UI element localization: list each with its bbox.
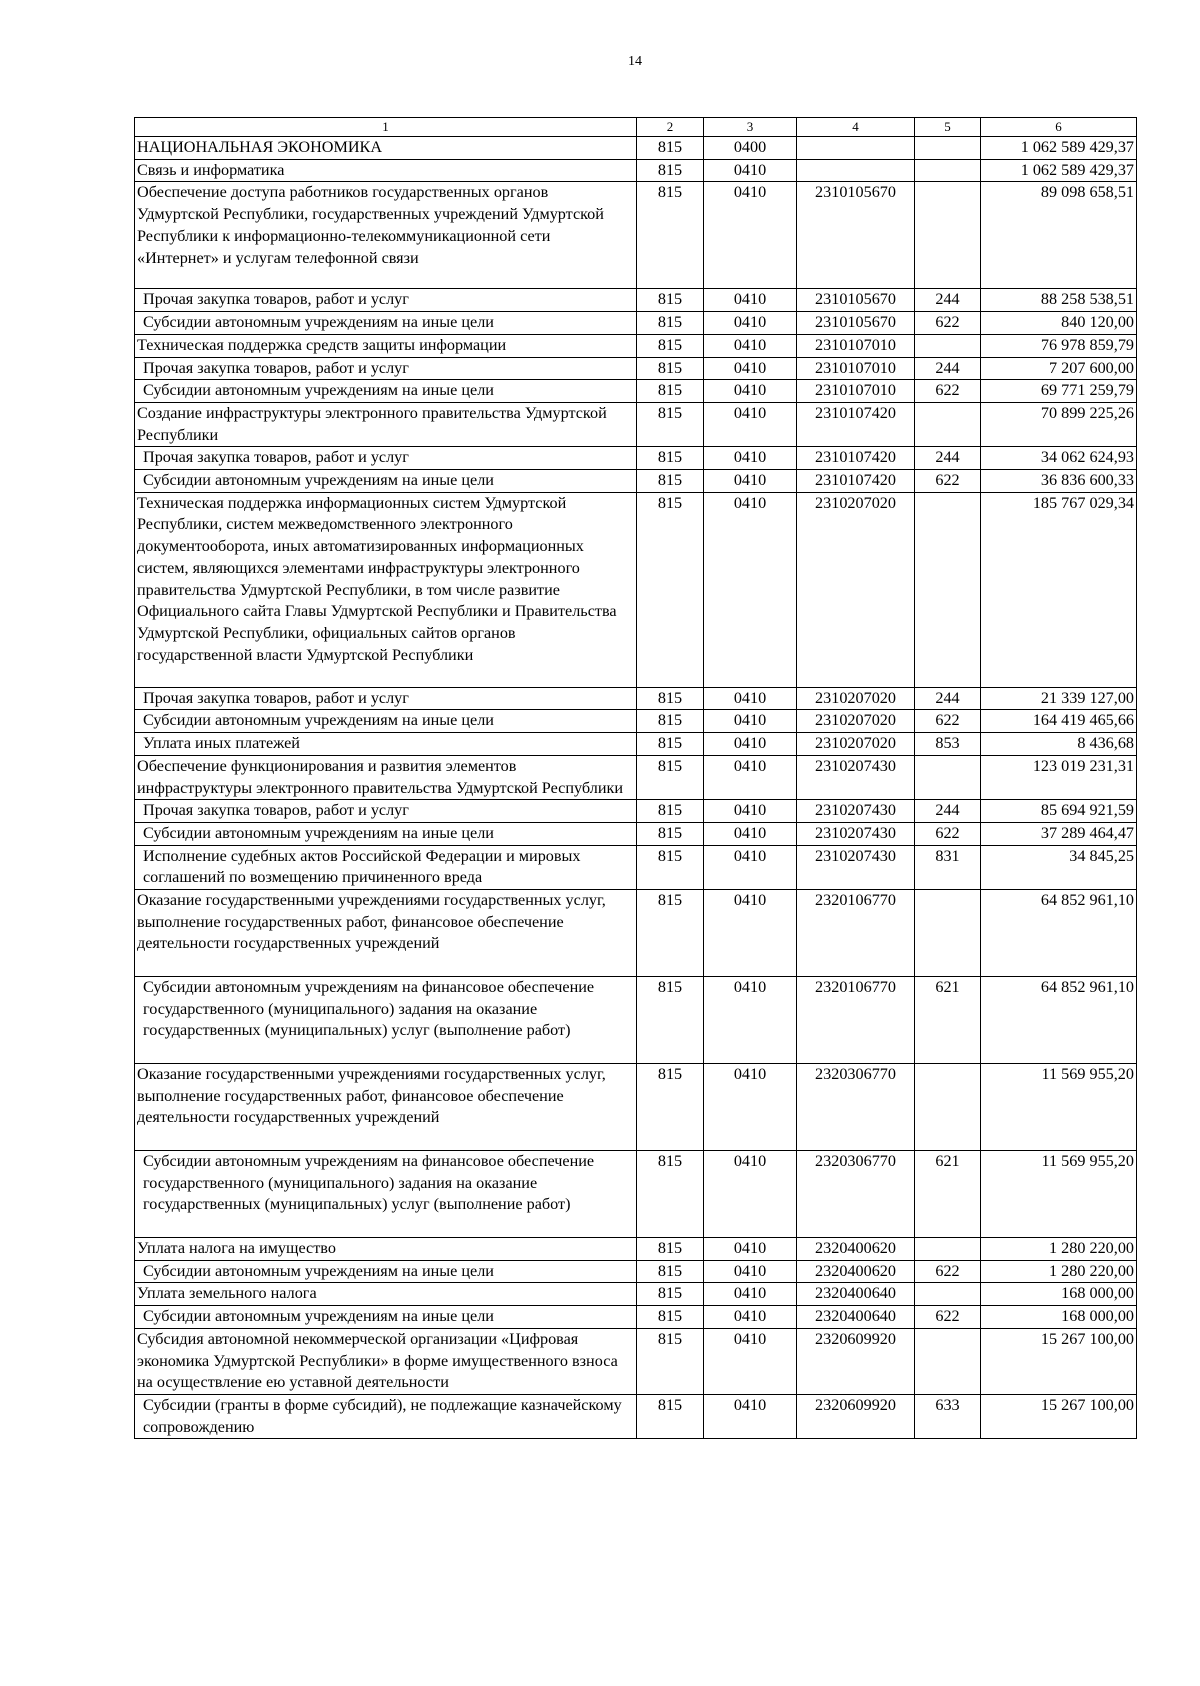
- row-column-3: 0410: [704, 159, 797, 182]
- row-amount: 85 694 921,59: [981, 800, 1137, 823]
- row-column-3: 0410: [704, 1328, 797, 1394]
- row-column-2: 815: [637, 159, 704, 182]
- row-column-5: 244: [915, 447, 981, 470]
- row-column-5: [915, 755, 981, 799]
- row-name: Создание инфраструктуры электронного правительства Удмуртской Республики: [135, 402, 637, 446]
- row-name: Субсидии автономным учреждениям на иные цели: [135, 380, 637, 403]
- row-column-4: 2310207020: [797, 733, 915, 756]
- table-row: [135, 822, 1137, 845]
- row-column-5: 622: [915, 470, 981, 493]
- row-column-4: 2310207020: [797, 492, 915, 687]
- row-column-2: 815: [637, 402, 704, 446]
- row-column-4: 2310207020: [797, 710, 915, 733]
- row-column-5: 244: [915, 800, 981, 823]
- row-name: Субсидии автономным учреждениям на иные цели: [135, 1260, 637, 1283]
- row-column-2: 815: [637, 890, 704, 977]
- row-column-5: [915, 1064, 981, 1151]
- row-name: Прочая закупка товаров, работ и услуг: [135, 289, 637, 312]
- row-column-3: 0410: [704, 845, 797, 889]
- row-name: Прочая закупка товаров, работ и услуг: [135, 800, 637, 823]
- row-column-4: 2320106770: [797, 977, 915, 1064]
- row-column-5: 244: [915, 289, 981, 312]
- table-row: [135, 492, 1137, 687]
- row-column-3: 0410: [704, 733, 797, 756]
- row-name: Обеспечение доступа работников государственных органов Удмуртской Республики, государственных учреждений Удмуртской Республики к информационно-телекоммуникационной сети «Интернет» и услугам телефонной связи: [135, 182, 637, 289]
- row-amount: 34 845,25: [981, 845, 1137, 889]
- row-column-2: 815: [637, 1306, 704, 1329]
- row-column-5: 622: [915, 822, 981, 845]
- row-amount: 840 120,00: [981, 312, 1137, 335]
- row-column-3: 0410: [704, 977, 797, 1064]
- row-name: НАЦИОНАЛЬНАЯ ЭКОНОМИКА: [135, 137, 637, 160]
- table-row: [135, 1306, 1137, 1329]
- row-name: Связь и информатика: [135, 159, 637, 182]
- row-column-5: 622: [915, 312, 981, 335]
- table-row: [135, 1238, 1137, 1261]
- row-column-2: 815: [637, 182, 704, 289]
- row-name: Прочая закупка товаров, работ и услуг: [135, 357, 637, 380]
- table-header-row: [135, 118, 1137, 137]
- row-column-2: 815: [637, 334, 704, 357]
- row-column-3: 0410: [704, 447, 797, 470]
- row-amount: 168 000,00: [981, 1306, 1137, 1329]
- row-column-5: 621: [915, 1151, 981, 1238]
- row-column-3: 0410: [704, 402, 797, 446]
- row-column-3: 0410: [704, 182, 797, 289]
- row-column-5: 621: [915, 977, 981, 1064]
- table-row: [135, 159, 1137, 182]
- row-column-4: 2320400620: [797, 1260, 915, 1283]
- row-column-4: 2310107010: [797, 357, 915, 380]
- row-amount: 69 771 259,79: [981, 380, 1137, 403]
- row-column-4: 2310107420: [797, 402, 915, 446]
- row-column-4: 2320400640: [797, 1283, 915, 1306]
- row-column-3: 0410: [704, 1306, 797, 1329]
- row-amount: 1 062 589 429,37: [981, 159, 1137, 182]
- row-column-2: 815: [637, 755, 704, 799]
- table-row: [135, 890, 1137, 977]
- row-amount: 76 978 859,79: [981, 334, 1137, 357]
- row-column-4: 2320306770: [797, 1064, 915, 1151]
- row-name: Исполнение судебных актов Российской Федерации и мировых соглашений по возмещению причиненного вреда: [135, 845, 637, 889]
- table-row: [135, 977, 1137, 1064]
- row-column-5: [915, 1328, 981, 1394]
- row-column-3: 0410: [704, 380, 797, 403]
- row-amount: 70 899 225,26: [981, 402, 1137, 446]
- row-column-3: 0410: [704, 687, 797, 710]
- row-column-2: 815: [637, 1064, 704, 1151]
- row-column-2: 815: [637, 800, 704, 823]
- row-column-3: 0410: [704, 1394, 797, 1438]
- row-column-4: 2320400620: [797, 1238, 915, 1261]
- row-name: Субсидии автономным учреждениям на иные цели: [135, 822, 637, 845]
- row-amount: 37 289 464,47: [981, 822, 1137, 845]
- row-column-3: 0410: [704, 1283, 797, 1306]
- row-column-2: 815: [637, 312, 704, 335]
- row-name: Субсидии автономным учреждениям на иные цели: [135, 1306, 637, 1329]
- row-column-5: 831: [915, 845, 981, 889]
- row-column-2: 815: [637, 380, 704, 403]
- row-column-4: 2320609920: [797, 1394, 915, 1438]
- row-column-5: [915, 334, 981, 357]
- row-column-2: 815: [637, 1328, 704, 1394]
- row-column-2: 815: [637, 1283, 704, 1306]
- row-column-4: 2310207430: [797, 755, 915, 799]
- table-row: [135, 710, 1137, 733]
- row-name: Субсидии автономным учреждениям на иные цели: [135, 470, 637, 493]
- table-row: [135, 447, 1137, 470]
- table-row: [135, 1260, 1137, 1283]
- row-name: Прочая закупка товаров, работ и услуг: [135, 447, 637, 470]
- table-row: [135, 1064, 1137, 1151]
- row-column-4: 2310207430: [797, 800, 915, 823]
- row-amount: 89 098 658,51: [981, 182, 1137, 289]
- row-column-2: 815: [637, 470, 704, 493]
- row-column-2: 815: [637, 845, 704, 889]
- column-number-3: 3: [704, 118, 797, 137]
- row-column-5: [915, 890, 981, 977]
- row-column-5: [915, 1238, 981, 1261]
- row-column-5: [915, 1283, 981, 1306]
- table-row: [135, 1283, 1137, 1306]
- row-column-5: [915, 159, 981, 182]
- row-column-4: 2310207430: [797, 822, 915, 845]
- row-name: Субсидии автономным учреждениям на иные цели: [135, 312, 637, 335]
- row-column-3: 0410: [704, 822, 797, 845]
- row-column-4: 2320609920: [797, 1328, 915, 1394]
- row-column-4: 2310107010: [797, 380, 915, 403]
- row-column-3: 0410: [704, 1064, 797, 1151]
- row-name: Уплата иных платежей: [135, 733, 637, 756]
- row-amount: 11 569 955,20: [981, 1151, 1137, 1238]
- table-row: [135, 845, 1137, 889]
- row-column-5: 244: [915, 687, 981, 710]
- budget-table: [134, 117, 1137, 1439]
- row-name: Субсидии (гранты в форме субсидий), не подлежащие казначейскому сопровождению: [135, 1394, 637, 1438]
- row-amount: 15 267 100,00: [981, 1328, 1137, 1394]
- column-number-4: 4: [797, 118, 915, 137]
- table-row: [135, 733, 1137, 756]
- row-column-2: 815: [637, 1394, 704, 1438]
- row-name: Субсидии автономным учреждениям на финансовое обеспечение государственного (муниципального) задания на оказание государственных (муниципальных) услуг (выполнение работ): [135, 1151, 637, 1238]
- row-column-5: [915, 492, 981, 687]
- row-name: Оказание государственными учреждениями государственных услуг, выполнение государственных работ, финансовое обеспечение деятельности государственных учреждений: [135, 1064, 637, 1151]
- row-column-5: 633: [915, 1394, 981, 1438]
- row-name: Техническая поддержка средств защиты информации: [135, 334, 637, 357]
- table-row: [135, 1394, 1137, 1438]
- row-name: Субсидия автономной некоммерческой организации «Цифровая экономика Удмуртской Республики» в форме имущественного взноса на осуществление ею уставной деятельности: [135, 1328, 637, 1394]
- row-amount: 7 207 600,00: [981, 357, 1137, 380]
- table-row: [135, 357, 1137, 380]
- row-column-3: 0410: [704, 1260, 797, 1283]
- row-column-5: 244: [915, 357, 981, 380]
- row-column-5: [915, 182, 981, 289]
- row-column-2: 815: [637, 977, 704, 1064]
- row-name: Уплата земельного налога: [135, 1283, 637, 1306]
- row-column-4: 2310105670: [797, 312, 915, 335]
- row-name: Оказание государственными учреждениями государственных услуг, выполнение государственных работ, финансовое обеспечение деятельности государственных учреждений: [135, 890, 637, 977]
- row-column-5: 622: [915, 380, 981, 403]
- table-row: [135, 380, 1137, 403]
- row-name: Прочая закупка товаров, работ и услуг: [135, 687, 637, 710]
- row-column-4: 2310105670: [797, 182, 915, 289]
- table-row: [135, 755, 1137, 799]
- row-column-4: 2310107010: [797, 334, 915, 357]
- page-number: 14: [628, 54, 642, 69]
- row-column-2: 815: [637, 687, 704, 710]
- row-column-3: 0410: [704, 800, 797, 823]
- row-column-2: 815: [637, 357, 704, 380]
- table-row: [135, 687, 1137, 710]
- row-column-4: [797, 159, 915, 182]
- row-amount: 1 280 220,00: [981, 1260, 1137, 1283]
- row-column-4: 2320106770: [797, 890, 915, 977]
- table-row: [135, 312, 1137, 335]
- row-column-3: 0410: [704, 312, 797, 335]
- table-row: [135, 1328, 1137, 1394]
- row-name: Субсидии автономным учреждениям на иные цели: [135, 710, 637, 733]
- row-name: Обеспечение функционирования и развития элементов инфраструктуры электронного правительства Удмуртской Республики: [135, 755, 637, 799]
- table-row: [135, 1151, 1137, 1238]
- row-column-2: 815: [637, 1151, 704, 1238]
- row-column-3: 0410: [704, 289, 797, 312]
- row-column-2: 815: [637, 289, 704, 312]
- column-number-2: 2: [637, 118, 704, 137]
- table-row: [135, 182, 1137, 289]
- row-column-5: [915, 137, 981, 160]
- row-column-2: 815: [637, 733, 704, 756]
- row-amount: 64 852 961,10: [981, 977, 1137, 1064]
- row-column-3: 0410: [704, 334, 797, 357]
- row-column-3: 0410: [704, 1151, 797, 1238]
- row-amount: 123 019 231,31: [981, 755, 1137, 799]
- row-column-4: 2310107420: [797, 470, 915, 493]
- row-column-3: 0410: [704, 1238, 797, 1261]
- row-column-2: 815: [637, 1260, 704, 1283]
- row-amount: 36 836 600,33: [981, 470, 1137, 493]
- row-column-5: [915, 402, 981, 446]
- row-name: Уплата налога на имущество: [135, 1238, 637, 1261]
- row-column-3: 0400: [704, 137, 797, 160]
- row-column-3: 0410: [704, 357, 797, 380]
- table-row: [135, 334, 1137, 357]
- row-column-2: 815: [637, 822, 704, 845]
- row-column-4: 2320400640: [797, 1306, 915, 1329]
- row-column-4: 2320306770: [797, 1151, 915, 1238]
- row-column-5: 622: [915, 1306, 981, 1329]
- row-column-5: 622: [915, 710, 981, 733]
- row-column-3: 0410: [704, 710, 797, 733]
- row-column-4: 2310207020: [797, 687, 915, 710]
- row-amount: 15 267 100,00: [981, 1394, 1137, 1438]
- table-row: [135, 137, 1137, 160]
- row-amount: 34 062 624,93: [981, 447, 1137, 470]
- table-row: [135, 402, 1137, 446]
- row-column-3: 0410: [704, 755, 797, 799]
- row-amount: 88 258 538,51: [981, 289, 1137, 312]
- row-column-5: 853: [915, 733, 981, 756]
- row-column-3: 0410: [704, 470, 797, 493]
- row-amount: 11 569 955,20: [981, 1064, 1137, 1151]
- row-amount: 21 339 127,00: [981, 687, 1137, 710]
- table-row: [135, 289, 1137, 312]
- row-column-5: 622: [915, 1260, 981, 1283]
- row-amount: 1 062 589 429,37: [981, 137, 1137, 160]
- row-column-2: 815: [637, 1238, 704, 1261]
- row-column-3: 0410: [704, 890, 797, 977]
- row-column-2: 815: [637, 492, 704, 687]
- row-amount: 185 767 029,34: [981, 492, 1137, 687]
- row-column-4: [797, 137, 915, 160]
- table-row: [135, 800, 1137, 823]
- column-number-6: 6: [981, 118, 1137, 137]
- row-column-3: 0410: [704, 492, 797, 687]
- column-number-1: 1: [135, 118, 637, 137]
- row-column-4: 2310105670: [797, 289, 915, 312]
- row-amount: 64 852 961,10: [981, 890, 1137, 977]
- table-row: [135, 470, 1137, 493]
- row-amount: 164 419 465,66: [981, 710, 1137, 733]
- row-column-2: 815: [637, 710, 704, 733]
- row-name: Субсидии автономным учреждениям на финансовое обеспечение государственного (муниципального) задания на оказание государственных (муниципальных) услуг (выполнение работ): [135, 977, 637, 1064]
- row-column-2: 815: [637, 447, 704, 470]
- row-name: Техническая поддержка информационных систем Удмуртской Республики, систем межведомственного электронного документооборота, иных автоматизированных информационных систем, являющихся элементами инфраструктуры электронного правительства Удмуртской Республики, в том числе развитие Официального сайта Главы Удмуртской Республики и Правительства Удмуртской Республики, официальных сайтов органов государственной власти Удмуртской Республики: [135, 492, 637, 687]
- row-column-2: 815: [637, 137, 704, 160]
- row-column-4: 2310207430: [797, 845, 915, 889]
- row-amount: 1 280 220,00: [981, 1238, 1137, 1261]
- row-amount: 8 436,68: [981, 733, 1137, 756]
- row-column-4: 2310107420: [797, 447, 915, 470]
- column-number-5: 5: [915, 118, 981, 137]
- row-amount: 168 000,00: [981, 1283, 1137, 1306]
